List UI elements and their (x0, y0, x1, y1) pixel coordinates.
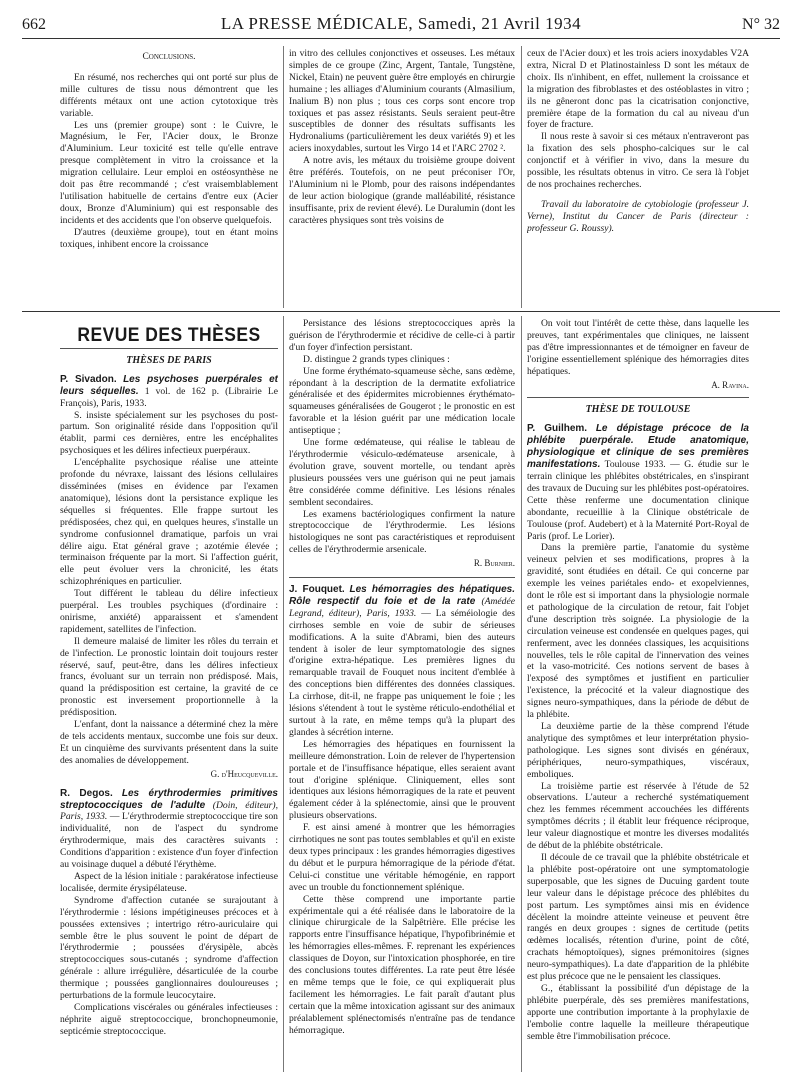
page-header (22, 12, 780, 39)
article-degos (60, 788, 278, 871)
paragraph: in vitro des cellules conjonctives et osseuses. Les métaux simples de ce groupe (Zinc, Argent, Tantale, Tungstène, Nickel, Etain) ne peuvent guère être employés en chirurgie humaine ; les alliages d'Aluminium courants (Almasilium, Inalium B) non plus ; tous ces corps sont encore trop toxiques et pas assez résistants. Seuls seraient peut-être susceptibles de donner des résultats suffisants les Hydronaliums (particulièrement les deux variétés 9) et les aciers inoxydables, surtout les Virgo 14 et l'ARC 2702 ². (289, 48, 515, 155)
paragraph: Dans la première partie, l'anatomie du système veineux pelvien et ses modifications, propres à la gravidité, sont étudiées en détail. Ce qui concerne par exemple les veines pariétales endo- et exopelviennes, dont le rôle est si important dans la physiologie normale et pathologique de la circulation de retour, fait l'objet d'une description très soignée. La physiologie de la circulation veineuse est condensée en quelques pages, qui renferment, avec les données classiques, les acquisitions nouvelles, tels le rôle capital de l'innervation des veines et la vaso-motricité. Ces notions servent de bases à l'exposé des symptômes et justifient en particulier l'existence, la précocité et la valeur diagnostique des signes neuro-sympathiques, dans la période de début de la phlébite. (527, 542, 749, 721)
reviewer-signature: G. d'Heucqueville. (210, 768, 278, 779)
reviewer-signature: A. Ravina. (711, 379, 749, 390)
lab-credit: Travail du laboratoire de cytobiologie (professeur J. Verne), Institut du Cancer de Paris (directeur : professeur G. Roussy). (527, 198, 749, 234)
revue-column-3 (527, 318, 749, 1076)
paragraph: ceux de l'Acier doux) et les trois aciers inoxydables V2A extra, Nicral D et Platinostainless D sont les métaux de choix. Ils n'inhibent, en effet, nullement la croissance et la migration des fibroblastes et des ostéoblastes in vitro ; ils ne gêneront donc pas la cicatrisation conjonctive, première étape de la formation du cal au niveau d'un foyer de fracture. (527, 48, 749, 131)
paragraph: F. est ainsi amené à montrer que les hémorragies cirrhotiques ne sont pas toutes semblables et qu'il en existe deux types principaux : les grandes hémorragies digestives du début et le purpura hémorragique de la période d'état. Celui-ci constitue une véritable hémogénie, en rapport avec un trouble du fonctionnement splénique. (289, 822, 515, 893)
paragraph: G., établissant la possibilité d'un dépistage de la phlébite puerpérale, dès ses premières manifestations, apporte une contribution importante à la prophylaxie de l'embolie contre laquelle la meilleure thérapeutique semble être l'immobilisation précoce. (527, 982, 749, 1042)
article-author: P. Guilhem. (527, 423, 588, 435)
section-divider (22, 311, 780, 312)
paragraph: A notre avis, les métaux du troisième groupe doivent être préférés. Toutefois, on ne peut préconiser l'Or, l'Aluminium ni le Plomb, pour des raisons indépendantes de leur action biologique (grande malléabilité, résistance insuffisante, prix de revient élevé). Le Duralumin (dont les caractères physiques sont très voisins de (289, 155, 515, 226)
reviewer-signature: R. Burnier. (473, 558, 515, 569)
article-publication: 1 vol. de 162 p. (Librairie Le François), Paris, 1933. (60, 385, 278, 409)
paragraph: Persistance des lésions streptococciques après la guérison de l'érythrodermie et récidive de celle-ci à partir d'un foyer d'infection persistant. (289, 318, 515, 353)
paragraph: — L'érythrodermie streptococcique tire son individualité, non de l'aspect du syndrome érythrodermique, mais des caractères suivants : Conditions d'apparition : existence d'un foyer d'infection au voisinage duquel a débuté l'érythème. (60, 811, 278, 871)
top-column-2 (289, 48, 515, 306)
article-publication: Toulouse 1933. (604, 459, 666, 471)
top-column-1 (60, 48, 278, 306)
paragraph: S. insiste spécialement sur les psychoses du post-partum. Son originalité réside dans l'opposition qu'il établit, parmi ces dernières, entre les encéphalites psychosiques et les délires infectieux puerpéraux. (60, 409, 278, 457)
paragraph: Une forme érythémato-squameuse sèche, sans œdème, répondant à la description de la dermatite exfoliatrice généralisée et des épidermites microbiennes érythémato-squameuses généralisées de Gougerot ; le pronostic en est favorable et la lésion guérit par une médication locale antiseptique ; (289, 365, 515, 437)
paragraph: On voit tout l'intérêt de cette thèse, dans laquelle les preuves, tant expérimentales que cliniques, ne laissent pas d'être impressionnantes et de témoigner en faveur de l'origine essentiellement splénique des hémorragies dites hépatiques. (527, 318, 749, 377)
article-author: J. Fouquet. (289, 584, 345, 596)
paragraph: Il découle de ce travail que la phlébite obstétricale et la phlébite post-opératoire ont une symptomatologie superposable, que les signes de Ducuing gardent toute leur valeur dans le dépistage précoce des phlébites du post partum. Les symptômes ainsi mis en évidence décèlent la moindre atteinte veineuse et peuvent être rangés en deux groupes : signes de certitude (petits œdèmes localisés, rétention d'urine, point de côté, crachats hémoptoïques), signes prémonitoires (signes neuro-sympathiques). La date d'apparition de la phlébite est plus précoce que ne le pensaient les classiques. (527, 851, 749, 983)
article-author: R. Degos. (60, 787, 113, 799)
paragraph: Il demeure malaisé de limiter les rôles du terrain et de l'infection. Le pronostic lointain doit toujours rester réservé, sauf, peut-être, dans les délires infectieux francs, évoluant sur un terrain non prédisposé. Mais, quand la prédisposition est certaine, la gravité de ce pronostic est inversement proportionnelle à la prédisposition. (60, 635, 278, 719)
revue-title: REVUE DES THÈSES (77, 325, 261, 346)
top-column-3 (527, 48, 749, 306)
article-fouquet (289, 577, 515, 739)
page-number: 662 (22, 16, 46, 33)
paragraph: — La séméiologie des cirrhoses semble en voie de subir de sérieuses modifications. A la suite d'Abrami, bien des auteurs tendent à isoler de leur symptomatologie des signes d'origine extra-hépatique. Les premières lignes du remarquable travail de Fouquet nous incitent d'emblée à des conceptions bien différentes des données classiques. La cirrhose, dit-il, ne frappe pas uniquement le foie ; les lésions s'étendent à tout le système réticulo-endothélial et surtout à la rate, en même temps qu'à la plupart des glandes à sécrétion interne. (289, 607, 515, 738)
article-title: Les psychoses puerpérales et leurs séquelles. (60, 373, 278, 397)
article-guilhem (527, 423, 749, 542)
paragraph: D. distingue 2 grands types cliniques : (303, 353, 450, 365)
paragraph: La troisième partie est réservée à l'étude de 52 observations. L'auteur a recherché systématiquement chez les femmes récemment accouchées les différents symptômes décrits ; il établit leur fréquence réciproque, leur valeur diagnostique et montre les diverses modalités de début de la phlébite obstétricale. (527, 780, 749, 852)
article-sivadon (60, 374, 278, 410)
paragraph: Syndrome d'affection cutanée se surajoutant à l'érythrodermie : lésions impétigineuses précoces et à poussées extensives ; intertrigo rétro-auriculaire qui semble être le plus souvent le point de départ de l'érythrodermie ; poussées d'érysipèle, abcès streptococciques sous-cutanés ; syndrome d'affection générale : allure irrégulière, désarticulée de la courbe thermique ; poussées ganglionnaires douloureuses ; perturbations de la formule leucocytaire. (60, 894, 278, 1002)
issue-number: N° 32 (742, 16, 780, 33)
paragraph: Les hémorragies des hépatiques en fournissent la meilleure démonstration. Loin de relever de l'hypertension portale et de l'insuffisance hépatique, elles seraient avant tout d'origine splénique. Cliniquement, elles sont identiques aux lésions hémorragiques de la rate et peuvent également céder à la splénectomie, ainsi que le prouvent plusieurs observations. (289, 738, 515, 822)
article-author: P. Sivadon. (60, 373, 117, 385)
revue-column-2 (289, 318, 515, 1076)
paragraph: La deuxième partie de la thèse comprend l'étude analytique des symptômes et leur interprétation physio-pathologique. Les signes sont divisés en généraux, périphériques, neuro-sympathiques, viscéraux, emboliques. (527, 721, 749, 780)
conclusions-heading: Conclusions. (142, 52, 196, 62)
paragraph: Les uns (premier groupe) sont : le Cuivre, le Magnésium, le Fer, l'Acier doux, le Bronze d'Aluminium. Leur toxicité est telle qu'elle entrave presque complètement in vitro la croissance et la migration cellulaire. Leur emploi en ostéosynthèse ne doit pas être recommandé ; c'est vraisemblablement l'utilisation habituelle de certains d'entre eux (Acier doux, Bronze d'Aluminium) qui est responsable des incidents et des accidents que l'on observe quelquefois. (60, 119, 278, 226)
paris-heading: THÈSES DE PARIS (60, 348, 278, 367)
article-title: Le dépistage précoce de la phlébite puerpérale. Etude anatomique, physiologique et clinique de ses premières manifestations. (527, 423, 749, 471)
paragraph: Il nous reste à savoir si ces métaux n'entraveront pas la fixation des sels phospho-calciques sur le cal conjonctif et à vérifier in vivo, dans la mesure du possible, les résultats obtenus in vitro. Ce sera là l'objet de nos prochaines recherches. (527, 131, 749, 190)
paragraph: Tout différent le tableau du délire infectieux puerpéral. Les troubles psychiques (d'ordinaire : onirisme, anxiété) apparaissent et s'amendent rapidement, satellites de l'infection. (60, 588, 278, 635)
toulouse-heading: THÈSE DE TOULOUSE (527, 397, 749, 416)
revue-column-1 (60, 316, 278, 1076)
paragraph: Complications viscérales ou générales infectieuses : néphrite aiguë streptococcique, bronchopneumonie, septicémie streptococcique. (60, 1001, 278, 1037)
paragraph: D'autres (deuxième groupe), tout en étant moins toxiques, inhibent encore la croissance (60, 226, 278, 250)
article-title: Les érythrodermies primitives streptococciques de l'adulte (60, 787, 278, 811)
paragraph: Les examens bactériologiques confirment la nature streptococcique de l'érythrodermie. Les lésions histologiques ne sont pas caractéristiques et reproduisent celles de l'érythrodermie arsenicale. (289, 508, 515, 556)
paragraph: Cette thèse comprend une importante partie expérimentale qui a été réalisée dans le laboratoire de la clinique chirurgicale de la Salpêtrière. Elle précise les rapports entre l'insuffisance hépatique, l'hypofibrinémie et les hémorragies elles-mêmes. F. reprenant les expériences classiques de Doyon, sur l'intoxication phosphorée, en tire des conclusions toutes différentes. La rate peut être lésée en même temps que le foie, ce qui expliquerait plus facilement les hémorragies. Le fait paraît d'autant plus certain que la même intoxication agissant sur des animaux préalablement splénectomisés n'entraîne pas de tendance hémorragique. (289, 893, 515, 1036)
article-publication: (Doin, éditeur), Paris, 1933. (60, 799, 278, 823)
paragraph: Aspect de la lésion initiale : parakératose infectieuse localisée, dermite érysipélateuse. (60, 870, 278, 894)
article-publication: (Amédée Legrand, éditeur), Paris, 1933. (289, 595, 515, 619)
paragraph: — G. étudie sur le terrain clinique les phlébites obstétricales, en s'inspirant des travaux de Ducuing sur les phlébites post-opératoires. Cette thèse renferme une documentation clinique abondante, recueillie à la Clinique obstétricale de Toulouse (prof. Audebert) et à la Maternité Port-Royal de Paris (prof. Le Lorier). (527, 459, 749, 542)
journal-title: LA PRESSE MÉDICALE, Samedi, 21 Avril 1934 (220, 14, 582, 33)
paragraph: En résumé, nos recherches qui ont porté sur plus de mille cultures de tissu nous démontrent que les différents métaux ont une action cytotoxique très variable. (60, 71, 278, 119)
article-title: Les hémorragies des hépatiques. Rôle respectif du foie et de la rate (289, 584, 515, 607)
paragraph: Une forme œdémateuse, qui réalise le tableau de l'érythrodermie vésiculo-œdémateuse arsenicale, à évolution grave, souvent mortelle, ou tendant après plusieurs poussées vers une guérison qui ne peut jamais être considérée comme définitive. Les lésions rénales semblent secondaires. (289, 437, 515, 508)
paragraph: L'encéphalite psychosique réalise une atteinte profonde du névraxe, laissant des lésions cellulaires disséminées (mises en évidence par l'examen anatomique), lésions dont la persistance explique les séquelles si fréquentes. Elle frappe surtout les prédisposées, chez qui, en quelques heures, s'installe un syndrome confusionnel dramatique, parfois un vrai délire aigu. Etat général grave ; azotémie élevée ; terminaison fréquente par la mort. Si l'affection guérit, elle peut évoluer vers la chronicité, les états schizophréniques en particulier. (60, 457, 278, 588)
paragraph: L'enfant, dont la naissance a déterminé chez la mère de tels accidents mentaux, succombe une fois sur deux. Et un cinquième des survivants présentent dans la suite des anomalies de développement. (60, 719, 278, 766)
